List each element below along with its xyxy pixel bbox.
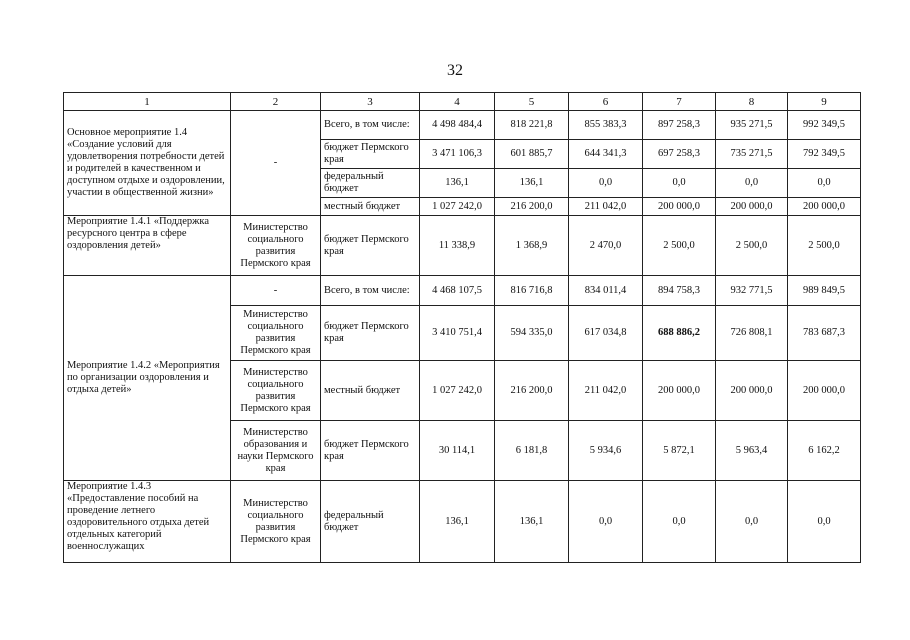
value-cell: 697 258,3 [643,140,716,169]
value-cell: 200 000,0 [788,361,861,421]
value-cell: 200 000,0 [788,198,861,216]
value-cell: 894 758,3 [643,276,716,306]
value-cell: 6 162,2 [788,421,861,481]
header-cell: 4 [420,93,495,111]
value-cell: 0,0 [716,481,788,563]
activity-name-cell: Мероприятие 1.4.2 «Мероприятия по организации оздоровления и отдыха детей» [64,276,231,481]
value-cell: 726 808,1 [716,306,788,361]
value-cell: 200 000,0 [716,361,788,421]
value-cell: 601 885,7 [495,140,569,169]
header-cell: 7 [643,93,716,111]
value-cell: 211 042,0 [569,361,643,421]
value-cell: 3 471 106,3 [420,140,495,169]
header-cell: 9 [788,93,861,111]
source-cell: бюджет Пермского края [321,216,420,276]
table-row [64,216,861,276]
value-cell: 0,0 [788,481,861,563]
value-cell: 11 338,9 [420,216,495,276]
value-cell: 0,0 [788,169,861,198]
value-cell: 6 181,8 [495,421,569,481]
header-cell: 5 [495,93,569,111]
executor-cell: Министерство социального развития Пермского края [231,481,321,563]
value-cell: 30 114,1 [420,421,495,481]
value-cell: 816 716,8 [495,276,569,306]
value-cell: 0,0 [643,169,716,198]
value-cell: 818 221,8 [495,111,569,140]
value-cell: 0,0 [569,481,643,563]
value-cell: 0,0 [569,169,643,198]
value-cell: 4 468 107,5 [420,276,495,306]
value-cell: 735 271,5 [716,140,788,169]
header-cell: 8 [716,93,788,111]
executor-cell: - [231,276,321,306]
source-cell: бюджет Пермского края [321,421,420,481]
value-cell: 0,0 [716,169,788,198]
executor-cell: Министерство образования и науки Пермского края [231,421,321,481]
value-cell: 594 335,0 [495,306,569,361]
value-cell: 783 687,3 [788,306,861,361]
source-cell: местный бюджет [321,198,420,216]
value-cell: 211 042,0 [569,198,643,216]
value-cell: 5 872,1 [643,421,716,481]
value-cell: 834 011,4 [569,276,643,306]
table-row [64,276,861,306]
value-cell: 617 034,8 [569,306,643,361]
value-cell: 2 500,0 [788,216,861,276]
value-cell: 935 271,5 [716,111,788,140]
value-cell: 932 771,5 [716,276,788,306]
value-cell: 2 470,0 [569,216,643,276]
value-cell: 992 349,5 [788,111,861,140]
value-cell: 136,1 [420,169,495,198]
header-cell: 3 [321,93,420,111]
header-row [64,93,861,111]
value-cell: 1 368,9 [495,216,569,276]
source-cell: местный бюджет [321,361,420,421]
value-cell: 1 027 242,0 [420,361,495,421]
activity-name-cell: Мероприятие 1.4.1 «Поддержка ресурсного центра в сфере оздоровления детей» [64,216,231,276]
source-cell: бюджет Пермского края [321,306,420,361]
value-cell: 136,1 [495,169,569,198]
value-cell: 855 383,3 [569,111,643,140]
value-cell: 2 500,0 [716,216,788,276]
source-cell: Всего, в том числе: [321,111,420,140]
value-cell: 0,0 [643,481,716,563]
value-cell: 216 200,0 [495,198,569,216]
value-cell: 200 000,0 [716,198,788,216]
value-cell: 200 000,0 [643,198,716,216]
activity-name-cell: Основное мероприятие 1.4 «Создание условий для удовлетворения потребности детей и родителей в качественном и доступном отдыхе и оздоровлении, участии в общественной жизни» [64,111,231,216]
value-cell: 200 000,0 [643,361,716,421]
page-number: 32 [447,62,463,79]
header-cell: 6 [569,93,643,111]
source-cell: федеральный бюджет [321,481,420,563]
budget-table [63,92,861,563]
value-cell: 4 498 484,4 [420,111,495,140]
value-cell: 216 200,0 [495,361,569,421]
table-row [64,111,861,140]
value-cell: 3 410 751,4 [420,306,495,361]
value-cell: 1 027 242,0 [420,198,495,216]
value-cell: 688 886,2 [643,306,716,361]
value-cell: 2 500,0 [643,216,716,276]
executor-cell: Министерство социального развития Пермского края [231,306,321,361]
value-cell: 897 258,3 [643,111,716,140]
value-cell: 989 849,5 [788,276,861,306]
source-cell: бюджет Пермского края [321,140,420,169]
value-cell: 136,1 [495,481,569,563]
value-cell: 792 349,5 [788,140,861,169]
value-cell: 644 341,3 [569,140,643,169]
source-cell: Всего, в том числе: [321,276,420,306]
source-cell: федеральный бюджет [321,169,420,198]
executor-cell: Министерство социального развития Пермского края [231,216,321,276]
value-cell: 5 963,4 [716,421,788,481]
activity-name-cell: Мероприятие 1.4.3 «Предоставление пособий на проведение летнего оздоровительного отдыха детей отдельных категорий военнослужащих [64,481,231,563]
executor-cell: - [231,111,321,216]
executor-cell: Министерство социального развития Пермского края [231,361,321,421]
value-cell: 136,1 [420,481,495,563]
value-cell: 5 934,6 [569,421,643,481]
table-row [64,481,861,563]
header-cell: 1 [64,93,231,111]
header-cell: 2 [231,93,321,111]
